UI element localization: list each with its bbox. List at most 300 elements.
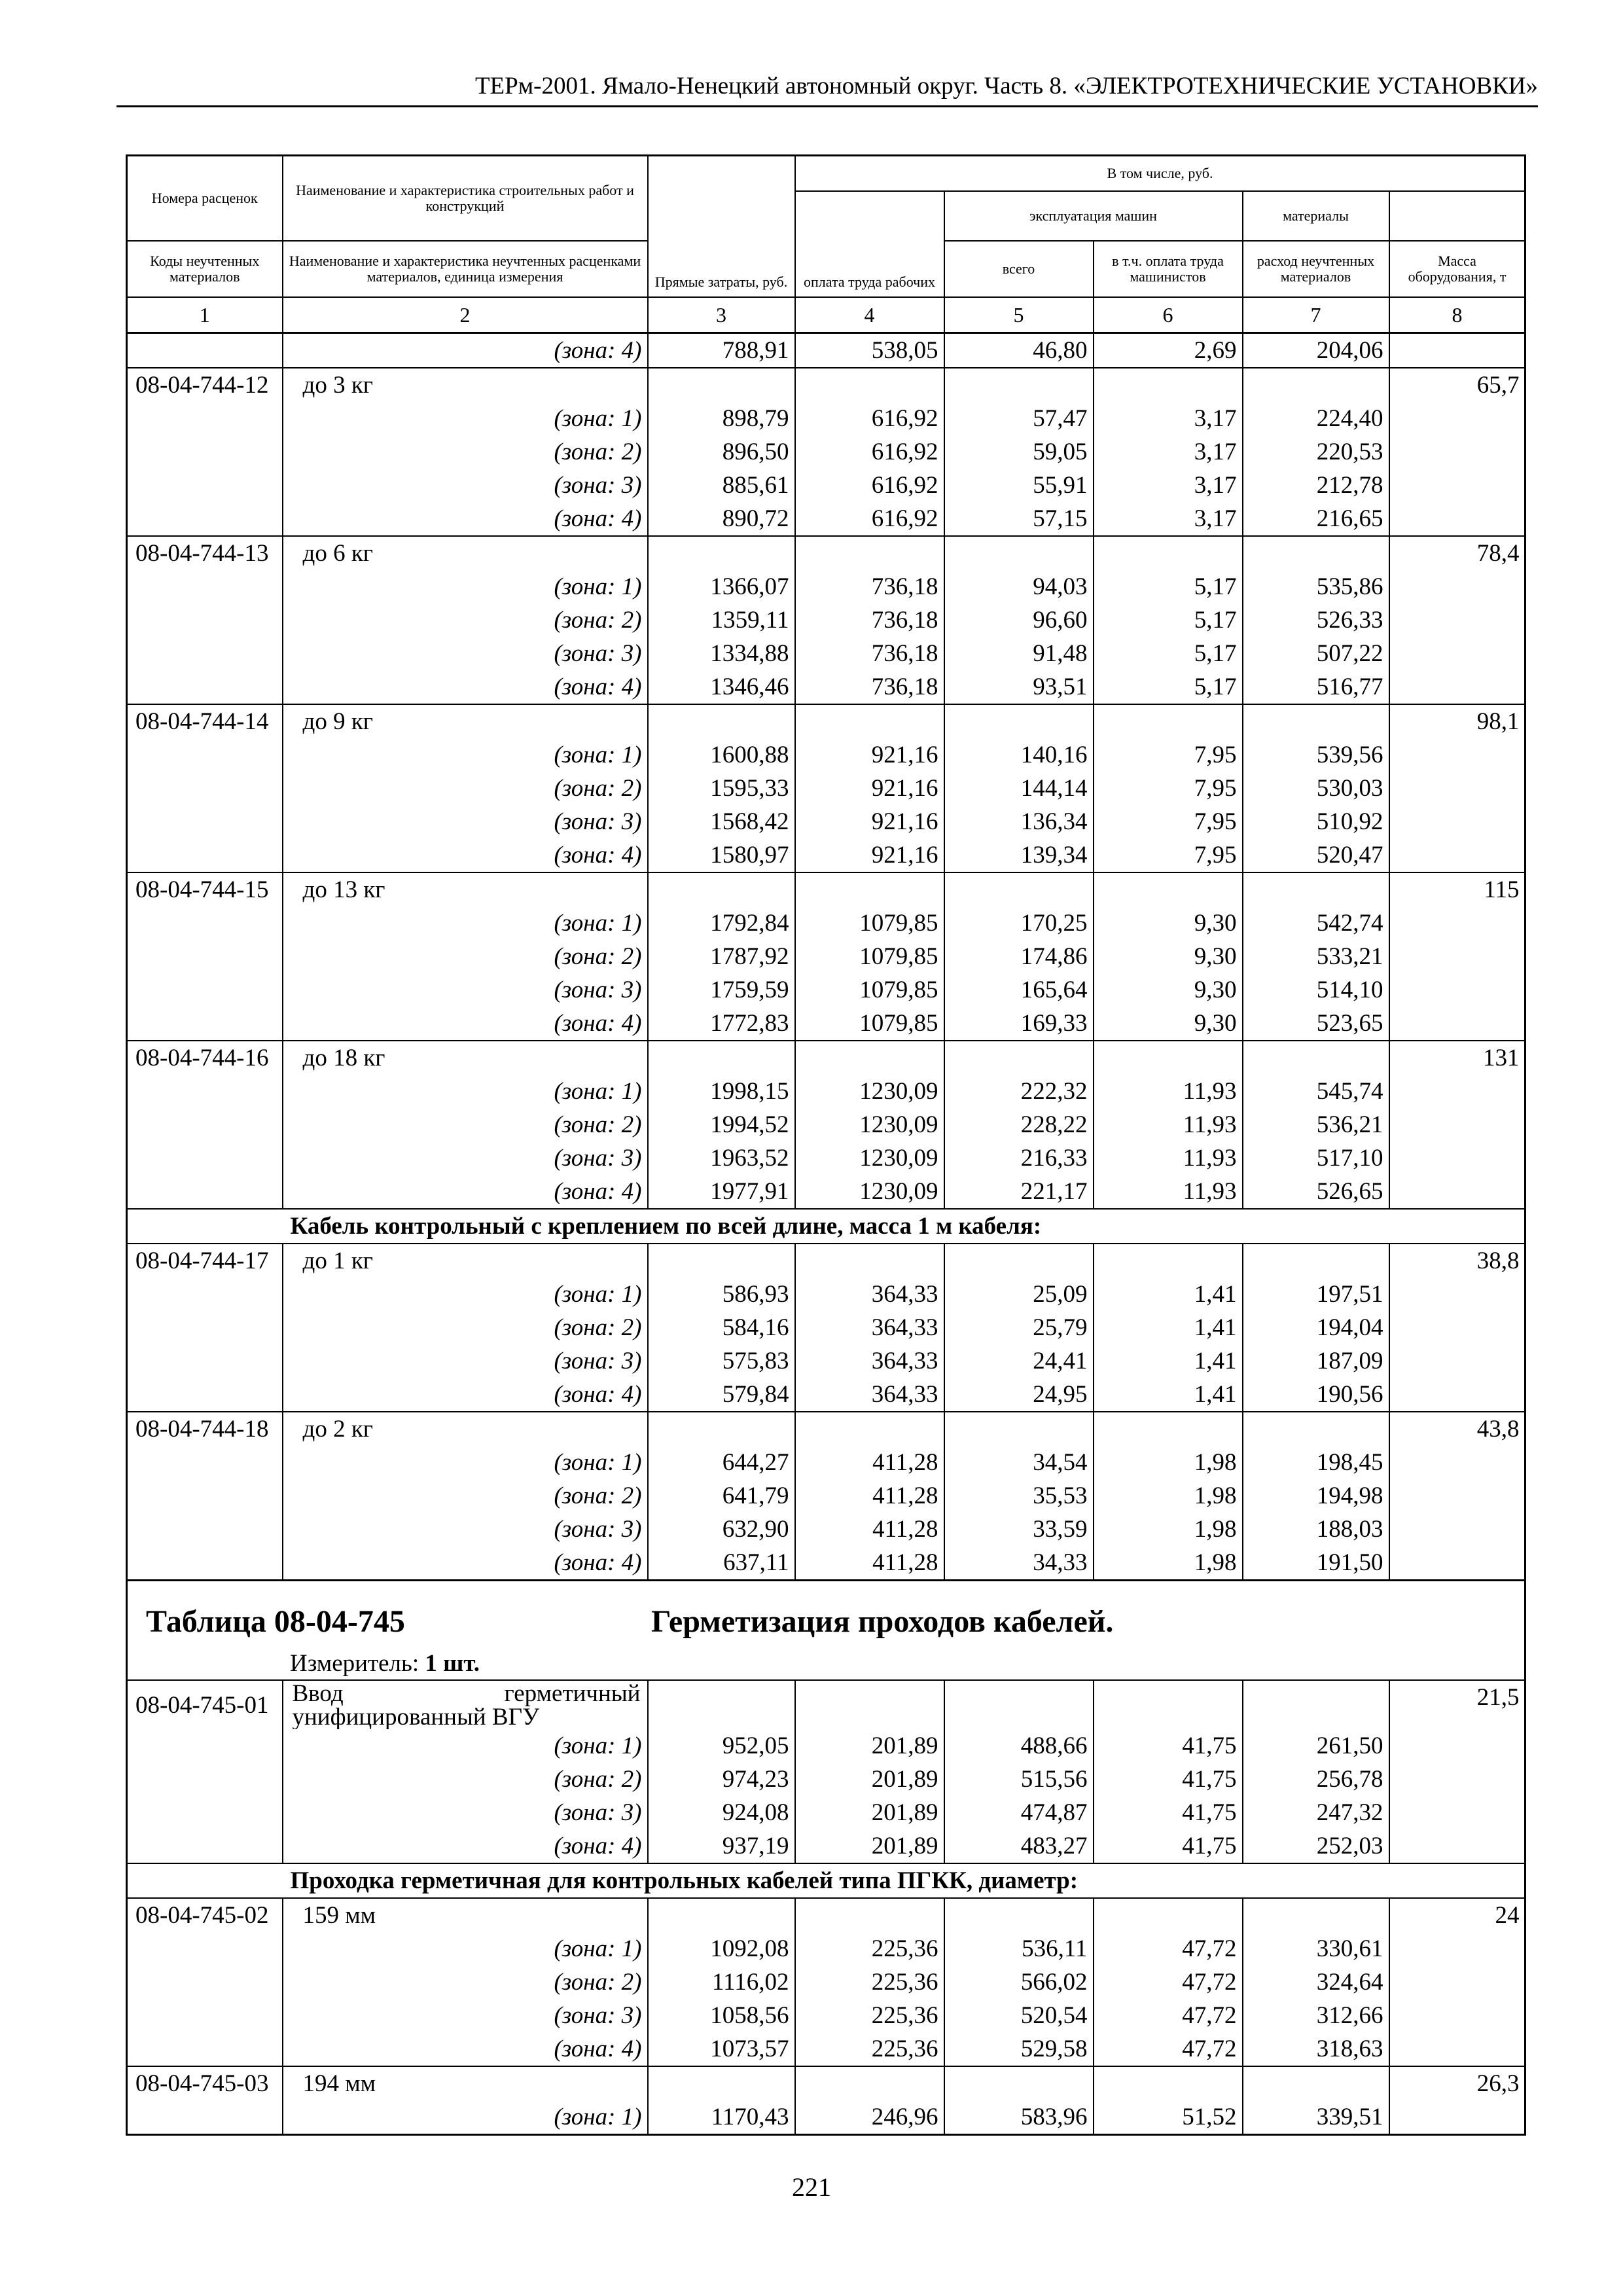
zone-label: (зона: 3) [283, 1141, 648, 1175]
rate-header-row [127, 1412, 1525, 1446]
zone-label: (зона: 3) [283, 1999, 648, 2032]
head-equipment-mass: Масса оборудования, т [1389, 241, 1525, 297]
machines-total-value: 483,27 [944, 1829, 1094, 1863]
materials-value: 510,92 [1243, 805, 1389, 838]
labor-cell [1389, 603, 1525, 637]
zone-label: (зона: 2) [283, 603, 648, 637]
labor-cell [1389, 738, 1525, 772]
zone-label: (зона: 2) [283, 435, 648, 469]
machines-total-value: 140,16 [944, 738, 1094, 772]
head-materials-group: материалы [1243, 191, 1389, 241]
materials-value: 542,74 [1243, 906, 1389, 940]
operator-pay-value: 5,17 [1094, 637, 1243, 670]
materials-value: 507,22 [1243, 637, 1389, 670]
rate-code: 08-04-744-12 [127, 368, 283, 402]
worker-pay-value: 921,16 [795, 805, 944, 838]
direct-costs-value: 1334,88 [648, 637, 795, 670]
rate-code: 08-04-744-16 [127, 1041, 283, 1075]
empty-cell [1094, 1412, 1243, 1446]
worker-pay-value: 201,89 [795, 1729, 944, 1763]
head-including-group: В том числе, руб. [795, 156, 1525, 192]
materials-value: 535,86 [1243, 570, 1389, 603]
operator-pay-value: 11,93 [1094, 1075, 1243, 1108]
materials-value: 216,65 [1243, 502, 1389, 536]
machines-total-value: 25,09 [944, 1278, 1094, 1311]
empty-cell [795, 872, 944, 906]
labor-costs-value: 65,7 [1389, 368, 1525, 402]
zone-label: (зона: 3) [283, 1796, 648, 1829]
zone-row [127, 1513, 1525, 1546]
zone-label: (зона: 4) [283, 1546, 648, 1581]
direct-costs-value: 1116,02 [648, 1965, 795, 1999]
machines-total-value: 583,96 [944, 2100, 1094, 2135]
zone-label: (зона: 4) [283, 2032, 648, 2066]
labor-costs-value: 26,3 [1389, 2066, 1525, 2100]
zone-label: (зона: 4) [283, 670, 648, 704]
measure-unit-value: 1 шт. [425, 1650, 480, 1677]
column-number: 8 [1389, 297, 1525, 333]
code-cell [127, 570, 283, 603]
worker-pay-value: 246,96 [795, 2100, 944, 2135]
zone-row [127, 1108, 1525, 1141]
zone-row [127, 2100, 1525, 2135]
code-cell [127, 1932, 283, 1965]
head-names: Наименование и характеристика строительных работ и конструкций [283, 156, 648, 242]
zone-row [127, 637, 1525, 670]
labor-cell [1389, 1141, 1525, 1175]
section-title: Проходка герметичная для контрольных кабелей типа ПГКК, диаметр: [283, 1863, 1389, 1898]
empty-cell [648, 1680, 795, 1729]
worker-pay-value: 736,18 [795, 603, 944, 637]
machines-total-value: 216,33 [944, 1141, 1094, 1175]
head-machines-group: эксплуатация машин [944, 191, 1243, 241]
materials-value: 536,21 [1243, 1108, 1389, 1141]
code-cell [127, 2100, 283, 2135]
machines-total-value: 91,48 [944, 637, 1094, 670]
materials-value: 194,98 [1243, 1479, 1389, 1513]
direct-costs-value: 788,91 [648, 333, 795, 368]
zone-row [127, 1829, 1525, 1863]
materials-value: 212,78 [1243, 469, 1389, 502]
table-name: Герметизация проходов кабелей. [651, 1604, 1114, 1639]
machines-total-value: 59,05 [944, 435, 1094, 469]
operator-pay-value: 1,41 [1094, 1278, 1243, 1311]
zone-row [127, 1278, 1525, 1311]
rate-name: до 18 кг [283, 1041, 648, 1075]
direct-costs-value: 1792,84 [648, 906, 795, 940]
worker-pay-value: 1079,85 [795, 940, 944, 973]
zone-row [127, 1479, 1525, 1513]
zone-label: (зона: 2) [283, 1479, 648, 1513]
materials-value: 220,53 [1243, 435, 1389, 469]
operator-pay-value: 3,17 [1094, 502, 1243, 536]
materials-value: 324,64 [1243, 1965, 1389, 1999]
operator-pay-value: 5,17 [1094, 670, 1243, 704]
code-cell [127, 1965, 283, 1999]
continuation-block [127, 333, 1525, 368]
operator-pay-value: 2,69 [1094, 333, 1243, 368]
code-cell [127, 1311, 283, 1344]
head-row-1 [127, 156, 1525, 192]
materials-value: 190,56 [1243, 1378, 1389, 1412]
materials-value: 523,65 [1243, 1007, 1389, 1041]
materials-value: 526,65 [1243, 1175, 1389, 1209]
operator-pay-value: 1,98 [1094, 1446, 1243, 1479]
operator-pay-value: 11,93 [1094, 1141, 1243, 1175]
zone-label: (зона: 1) [283, 402, 648, 435]
zone-row [127, 1729, 1525, 1763]
column-number: 6 [1094, 297, 1243, 333]
zone-label: (зона: 4) [283, 1829, 648, 1863]
direct-costs-value: 924,08 [648, 1796, 795, 1829]
worker-pay-value: 616,92 [795, 435, 944, 469]
worker-pay-value: 201,89 [795, 1796, 944, 1829]
direct-costs-value: 1977,91 [648, 1175, 795, 1209]
direct-costs-value: 898,79 [648, 402, 795, 435]
empty-cell [795, 2066, 944, 2100]
worker-pay-value: 201,89 [795, 1829, 944, 1863]
zone-row [127, 1446, 1525, 1479]
rate-group-4 [127, 1898, 1525, 2135]
machines-total-value: 24,41 [944, 1344, 1094, 1378]
zone-label: (зона: 4) [283, 1175, 648, 1209]
code-cell [127, 402, 283, 435]
machines-total-value: 488,66 [944, 1729, 1094, 1763]
empty-cell [1243, 704, 1389, 738]
code-cell [127, 637, 283, 670]
zone-label: (зона: 2) [283, 1965, 648, 1999]
worker-pay-value: 736,18 [795, 670, 944, 704]
head-machines-total: всего [944, 241, 1094, 297]
labor-cell [1389, 402, 1525, 435]
empty-cell [795, 368, 944, 402]
materials-value: 247,32 [1243, 1796, 1389, 1829]
head-codes: Номера расценок [127, 156, 283, 242]
materials-value: 516,77 [1243, 670, 1389, 704]
worker-pay-value: 1230,09 [795, 1075, 944, 1108]
worker-pay-value: 616,92 [795, 502, 944, 536]
zone-row [127, 738, 1525, 772]
column-number: 1 [127, 297, 283, 333]
section-row [127, 1863, 1525, 1898]
machines-total-value: 94,03 [944, 570, 1094, 603]
worker-pay-value: 411,28 [795, 1446, 944, 1479]
materials-value: 526,33 [1243, 603, 1389, 637]
table-745-heading-block [127, 1581, 1525, 1681]
section-title: Кабель контрольный с креплением по всей длине, масса 1 м кабеля: [283, 1209, 1389, 1244]
zone-label: (зона: 4) [283, 333, 648, 368]
rate-name: до 2 кг [283, 1412, 648, 1446]
rate-code: 08-04-744-13 [127, 536, 283, 570]
zone-row [127, 1311, 1525, 1344]
direct-costs-value: 1600,88 [648, 738, 795, 772]
empty-cell [1094, 1041, 1243, 1075]
materials-value: 530,03 [1243, 772, 1389, 805]
code-cell [127, 1344, 283, 1378]
worker-pay-value: 921,16 [795, 838, 944, 872]
direct-costs-value: 575,83 [648, 1344, 795, 1378]
rate-name: до 13 кг [283, 872, 648, 906]
rate-header-row [127, 1041, 1525, 1075]
labor-cell [1389, 940, 1525, 973]
operator-pay-value: 41,75 [1094, 1729, 1243, 1763]
code-cell [127, 603, 283, 637]
direct-costs-value: 890,72 [648, 502, 795, 536]
zone-label: (зона: 2) [283, 1763, 648, 1796]
labor-cell [1389, 838, 1525, 872]
operator-pay-value: 47,72 [1094, 2032, 1243, 2066]
worker-pay-value: 1079,85 [795, 906, 944, 940]
labor-cell [1389, 1965, 1525, 1999]
zone-label: (зона: 4) [283, 1378, 648, 1412]
materials-value: 197,51 [1243, 1278, 1389, 1311]
empty-cell [944, 704, 1094, 738]
worker-pay-value: 1079,85 [795, 1007, 944, 1041]
worker-pay-value: 1230,09 [795, 1108, 944, 1141]
worker-pay-value: 736,18 [795, 637, 944, 670]
materials-value: 312,66 [1243, 1999, 1389, 2032]
operator-pay-value: 5,17 [1094, 570, 1243, 603]
empty-cell [1243, 1041, 1389, 1075]
worker-pay-value: 411,28 [795, 1479, 944, 1513]
operator-pay-value: 9,30 [1094, 906, 1243, 940]
materials-value: 520,47 [1243, 838, 1389, 872]
zone-label: (зона: 3) [283, 637, 648, 670]
labor-cell [1389, 469, 1525, 502]
machines-total-value: 221,17 [944, 1175, 1094, 1209]
zone-row [127, 1932, 1525, 1965]
operator-pay-value: 41,75 [1094, 1829, 1243, 1863]
labor-cell [1389, 973, 1525, 1007]
direct-costs-value: 1772,83 [648, 1007, 795, 1041]
machines-total-value: 25,79 [944, 1311, 1094, 1344]
materials-value: 224,40 [1243, 402, 1389, 435]
empty-cell [1243, 1412, 1389, 1446]
materials-value: 261,50 [1243, 1729, 1389, 1763]
machines-total-value: 93,51 [944, 670, 1094, 704]
worker-pay-value: 411,28 [795, 1513, 944, 1546]
code-cell [127, 435, 283, 469]
rate-code: 08-04-744-14 [127, 704, 283, 738]
worker-pay-value: 364,33 [795, 1278, 944, 1311]
labor-cell [1389, 1108, 1525, 1141]
zone-label: (зона: 1) [283, 1446, 648, 1479]
rate-name: Ввод герметичный унифицированный ВГУ [283, 1680, 648, 1729]
rate-code: 08-04-745-02 [127, 1898, 283, 1932]
direct-costs-value: 1170,43 [648, 2100, 795, 2135]
worker-pay-value: 225,36 [795, 2032, 944, 2066]
direct-costs-value: 885,61 [648, 469, 795, 502]
zone-label: (зона: 3) [283, 1344, 648, 1378]
empty-cell [1243, 536, 1389, 570]
table-number: Таблица 08-04-745 [146, 1604, 405, 1639]
materials-value: 330,61 [1243, 1932, 1389, 1965]
empty-cell [1094, 2066, 1243, 2100]
machines-total-value: 57,47 [944, 402, 1094, 435]
empty-cell [944, 1412, 1094, 1446]
code-cell [127, 1796, 283, 1829]
labor-cell [1389, 670, 1525, 704]
labor-cell [1389, 1546, 1525, 1581]
machines-total-value: 33,59 [944, 1513, 1094, 1546]
operator-pay-value: 3,17 [1094, 435, 1243, 469]
labor-cell [1389, 2100, 1525, 2135]
direct-costs-value: 896,50 [648, 435, 795, 469]
zone-row [127, 1344, 1525, 1378]
direct-costs-value: 1366,07 [648, 570, 795, 603]
section-cable-block [127, 1209, 1525, 1244]
zone-label: (зона: 1) [283, 570, 648, 603]
header-rule [116, 105, 1538, 107]
section-pgkk-block [127, 1863, 1525, 1898]
code-cell [127, 1378, 283, 1412]
worker-pay-value: 1230,09 [795, 1141, 944, 1175]
empty-cell [1243, 368, 1389, 402]
zone-row [127, 906, 1525, 940]
zone-label: (зона: 1) [283, 1729, 648, 1763]
code-cell [127, 1999, 283, 2032]
zone-row [127, 2032, 1525, 2066]
machines-total-value: 170,25 [944, 906, 1094, 940]
empty-cell [944, 536, 1094, 570]
section-row [127, 1209, 1525, 1244]
materials-value: 318,63 [1243, 2032, 1389, 2066]
rate-code: 08-04-745-03 [127, 2066, 283, 2100]
labor-cell [1389, 772, 1525, 805]
machines-total-value: 139,34 [944, 838, 1094, 872]
zone-label: (зона: 1) [283, 906, 648, 940]
zone-row [127, 1999, 1525, 2032]
empty-cell [944, 1244, 1094, 1278]
code-cell [127, 973, 283, 1007]
zone-row [127, 333, 1525, 368]
column-number: 2 [283, 297, 648, 333]
machines-total-value: 566,02 [944, 1965, 1094, 1999]
empty-cell [648, 536, 795, 570]
page-number: 221 [792, 2172, 831, 2202]
operator-pay-value: 9,30 [1094, 973, 1243, 1007]
worker-pay-value: 921,16 [795, 772, 944, 805]
code-cell [127, 1141, 283, 1175]
rates-table [126, 154, 1526, 2136]
machines-total-value: 46,80 [944, 333, 1094, 368]
empty-cell [648, 1244, 795, 1278]
operator-pay-value: 7,95 [1094, 838, 1243, 872]
labor-costs-value: 115 [1389, 872, 1525, 906]
labor-cell [1389, 1932, 1525, 1965]
zone-row [127, 1007, 1525, 1041]
operator-pay-value: 47,72 [1094, 1999, 1243, 2032]
labor-costs-value: 38,8 [1389, 1244, 1525, 1278]
zone-row [127, 1763, 1525, 1796]
direct-costs-value: 637,11 [648, 1546, 795, 1581]
direct-costs-value: 1092,08 [648, 1932, 795, 1965]
zone-label: (зона: 2) [283, 940, 648, 973]
rate-header-row [127, 536, 1525, 570]
zone-row [127, 1796, 1525, 1829]
labor-cell [1389, 1311, 1525, 1344]
zone-label: (зона: 3) [283, 973, 648, 1007]
zone-row [127, 838, 1525, 872]
machines-total-value: 529,58 [944, 2032, 1094, 2066]
labor-cell [1389, 1446, 1525, 1479]
operator-pay-value: 11,93 [1094, 1108, 1243, 1141]
machines-total-value: 136,34 [944, 805, 1094, 838]
empty-cell [944, 2066, 1094, 2100]
operator-pay-value: 5,17 [1094, 603, 1243, 637]
running-header: ТЕРм-2001. Ямало-Ненецкий автономный округ. Часть 8. «ЭЛЕКТРОТЕХНИЧЕСКИЕ УСТАНОВКИ» [474, 73, 1538, 99]
section-spacer [127, 1209, 283, 1244]
materials-value: 545,74 [1243, 1075, 1389, 1108]
labor-cell [1389, 1007, 1525, 1041]
machines-total-value: 57,15 [944, 502, 1094, 536]
zone-row [127, 435, 1525, 469]
materials-value: 533,21 [1243, 940, 1389, 973]
zone-label: (зона: 1) [283, 1932, 648, 1965]
materials-value: 188,03 [1243, 1513, 1389, 1546]
labor-cell [1389, 1829, 1525, 1863]
materials-value: 514,10 [1243, 973, 1389, 1007]
operator-pay-value: 47,72 [1094, 1965, 1243, 1999]
operator-pay-value: 7,95 [1094, 738, 1243, 772]
direct-costs-value: 584,16 [648, 1311, 795, 1344]
column-number: 7 [1243, 297, 1389, 333]
empty-cell [795, 1041, 944, 1075]
rate-header-row [127, 1898, 1525, 1932]
code-cell [127, 670, 283, 704]
labor-cell [1389, 570, 1525, 603]
empty-cell [1094, 536, 1243, 570]
labor-cell [1389, 435, 1525, 469]
machines-total-value: 34,54 [944, 1446, 1094, 1479]
section-spacer [1389, 1863, 1525, 1898]
zone-label: (зона: 4) [283, 1007, 648, 1041]
empty-cell [944, 1680, 1094, 1729]
worker-pay-value: 225,36 [795, 1999, 944, 2032]
direct-costs-value: 1759,59 [648, 973, 795, 1007]
labor-cell [1389, 1278, 1525, 1311]
code-cell [127, 1108, 283, 1141]
zone-label: (зона: 1) [283, 738, 648, 772]
column-number: 4 [795, 297, 944, 333]
empty-cell [795, 1412, 944, 1446]
zone-label: (зона: 4) [283, 502, 648, 536]
zone-row [127, 1175, 1525, 1209]
worker-pay-value: 616,92 [795, 469, 944, 502]
materials-value: 256,78 [1243, 1763, 1389, 1796]
code-cell [127, 772, 283, 805]
code-cell [127, 838, 283, 872]
empty-cell [944, 368, 1094, 402]
labor-cell [1389, 1729, 1525, 1763]
code-cell [127, 940, 283, 973]
operator-pay-value: 3,17 [1094, 469, 1243, 502]
zone-label: (зона: 3) [283, 805, 648, 838]
direct-costs-value: 1346,46 [648, 670, 795, 704]
empty-cell [1243, 1680, 1389, 1729]
labor-cell [1389, 1175, 1525, 1209]
direct-costs-value: 1073,57 [648, 2032, 795, 2066]
materials-value: 198,45 [1243, 1446, 1389, 1479]
materials-value: 539,56 [1243, 738, 1389, 772]
code-cell [127, 1175, 283, 1209]
zone-label: (зона: 2) [283, 1311, 648, 1344]
zone-label: (зона: 1) [283, 1278, 648, 1311]
code-cell [127, 1446, 283, 1479]
rate-header-row [127, 1680, 1525, 1729]
empty-cell [648, 704, 795, 738]
rate-name: 194 мм [283, 2066, 648, 2100]
